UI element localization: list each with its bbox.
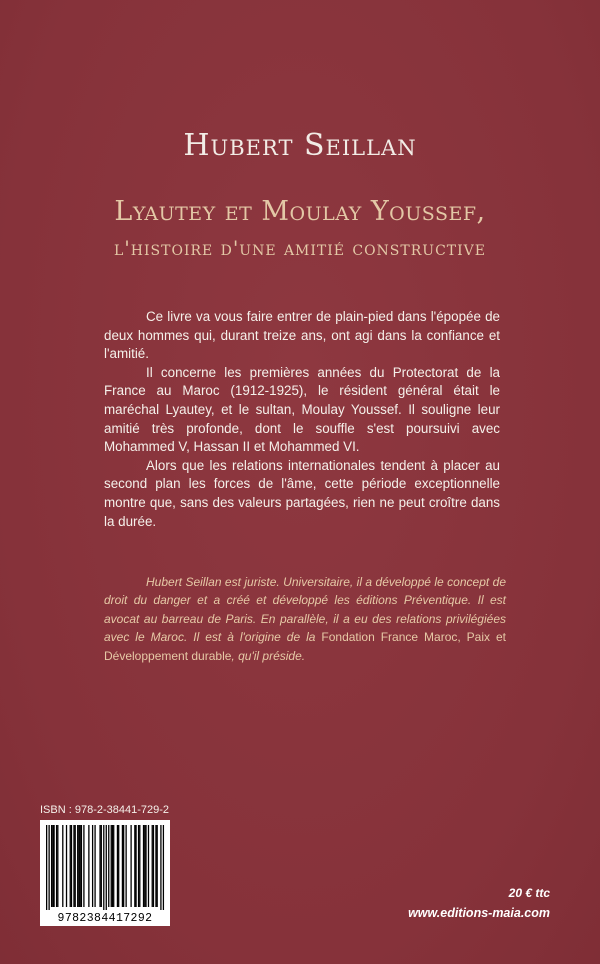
barcode-bar <box>75 825 76 907</box>
barcode-bar <box>52 825 53 907</box>
barcode-bar <box>130 825 131 907</box>
barcode-bar <box>66 825 67 907</box>
barcode-bar <box>111 825 112 907</box>
barcode-bar <box>125 825 126 907</box>
barcode-bar <box>155 825 156 907</box>
barcode-bar <box>112 825 113 907</box>
barcode-bar <box>143 825 144 907</box>
barcode-bar <box>134 825 135 907</box>
book-title: Lyautey et Moulay Youssef, <box>114 196 486 227</box>
publisher-website: www.editions-maia.com <box>408 906 550 920</box>
barcode-bar <box>77 825 78 907</box>
barcode-bar <box>101 825 102 907</box>
barcode-bar <box>138 825 139 907</box>
barcode-bar <box>73 825 74 907</box>
barcode-bar <box>94 825 95 907</box>
barcode-bar <box>113 825 114 907</box>
barcode-bar <box>163 825 164 910</box>
barcode-bar <box>118 825 119 907</box>
isbn-label: ISBN : 978-2-38441-729-2 <box>40 804 170 816</box>
barcode-bar <box>62 825 63 907</box>
price: 20 € ttc <box>508 886 550 900</box>
barcode-bar <box>48 825 49 910</box>
barcode-bar <box>92 825 93 907</box>
barcode-bars <box>40 820 170 926</box>
barcode-bar <box>106 825 107 910</box>
barcode-bar <box>56 825 57 907</box>
summary-paragraph: Il concerne les premières années du Protectorat de la France au Maroc (1912-1925), le résident général était le maréchal Lyautey, et le sultan, Moulay Youssef. Il souligne leur amitié très profonde, dont le souffle s'est poursuivi avec Mohammed V, Hassan II et Mohammed VI. <box>104 364 500 455</box>
barcode-bar <box>135 825 136 907</box>
barcode-bar <box>122 825 123 907</box>
book-summary <box>104 308 500 531</box>
author-name: Hubert Seillan <box>183 128 417 163</box>
barcode-bar <box>46 825 47 910</box>
barcode-bar <box>53 825 54 907</box>
barcode-bar <box>153 825 154 907</box>
barcode-bar <box>117 825 118 907</box>
barcode-bar <box>51 825 52 907</box>
bio-text-end: , qu'il préside. <box>231 648 306 663</box>
barcode-bar <box>71 825 72 907</box>
barcode-bar <box>57 825 58 907</box>
author-bio <box>104 573 506 665</box>
barcode-bar <box>139 825 140 907</box>
barcode-bar <box>99 825 100 907</box>
barcode-bar <box>88 825 89 907</box>
barcode-bar <box>80 825 81 907</box>
barcode-number: 9782384417292 <box>57 912 153 925</box>
barcode-bar <box>123 825 124 907</box>
barcode-bar <box>103 825 104 910</box>
barcode-bar <box>160 825 161 910</box>
barcode-bar <box>152 825 153 907</box>
bio-organization: Fondation France Maroc, Paix et Développement durable <box>104 630 506 663</box>
barcode <box>40 820 170 926</box>
barcode-bar <box>83 825 84 907</box>
summary-paragraph: Alors que les relations internationales tendent à placer au second plan les forces de l'âme, cette période exceptionnelle montre que, sans des valeurs partagées, rien ne peut croître dans la durée. <box>104 457 500 529</box>
barcode-bar <box>157 825 158 907</box>
bio-text: Hubert Seillan est juriste. Universitaire, il a développé le concept de droit du danger et a créé et développé les éditions Préventique. Il est avocat au barreau de Paris. En parallèle, il a eu des relations privilégiées avec le Maroc. Il est à l'origine de la <box>104 575 506 645</box>
barcode-bar <box>81 825 82 907</box>
barcode-bar <box>148 825 149 907</box>
barcode-bar <box>78 825 79 907</box>
barcode-bar <box>108 825 109 907</box>
summary-paragraph: Ce livre va vous faire entrer de plain-pied dans l'épopée de deux hommes qui, durant treize ans, ont agi dans la confiance et l'amitié. <box>104 309 500 362</box>
barcode-bar <box>70 825 71 907</box>
barcode-bar <box>144 825 145 907</box>
book-subtitle: l'histoire d'une amitié constructive <box>114 236 486 260</box>
barcode-bar <box>145 825 146 907</box>
